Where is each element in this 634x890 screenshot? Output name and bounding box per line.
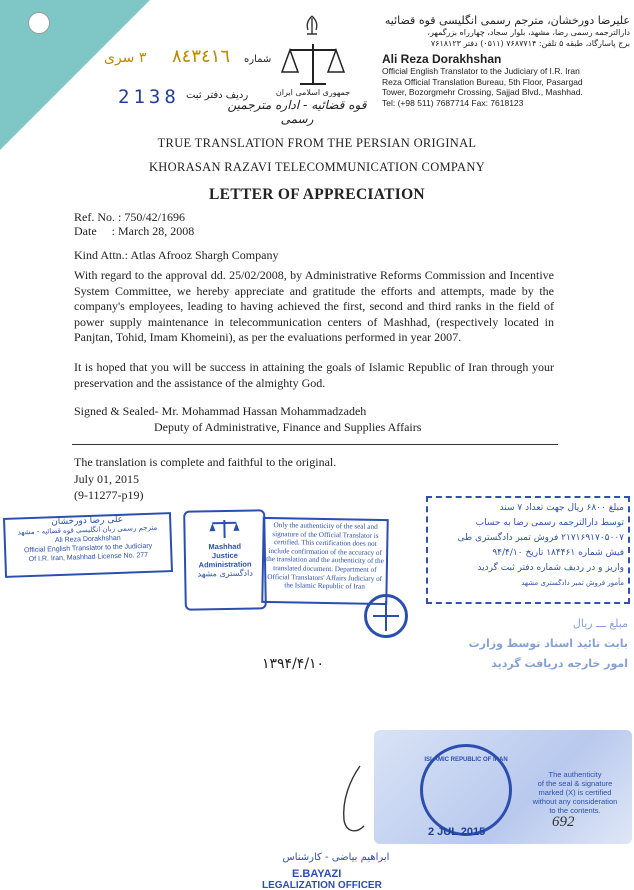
receipt-line5: واریز و در ردیف شماره دفتر ثبت گردید <box>477 563 624 573</box>
corner-tab <box>0 0 150 150</box>
mfa-date: 2 JUL 2015 <box>428 826 486 838</box>
translator-address-fa: برج پاسارگاد، طبقه ۵ تلفن: ۷۶۸۷۷۱۴ (۰۵۱۱) دفتر ۷۶۱۸۱۲۳ <box>430 39 630 48</box>
ref-number: Ref. No. : 750/42/1696 <box>74 210 185 224</box>
paragraph-appreciation: With regard to the approval dd. 25/02/2008, by Administrative Reforms Commission and Incentive System Committee, we hereby appreciate and gratitude the efforts and attempts, made by the company's employees, leading to having achieved the first, second and third ranks in the field of power supply maintenance in telecommunication centers of Mashhad, (respectively located in Panjtan, Tohid, Imam Khomeini), as per the evaluations performed in year 2007. <box>74 268 554 344</box>
translator-stamp <box>3 512 173 578</box>
mfa-line4: without any consideration <box>532 797 618 806</box>
receipt-line3: ۲۱۷۱۶۹۱۷۰۵۰۰۷ فروش تمبر دادگستری طی <box>457 533 624 543</box>
certification-stamp <box>261 517 388 605</box>
translation-date: July 01, 2015 <box>74 472 140 486</box>
deputy-line: Deputy of Administrative, Finance and Supplies Affairs <box>154 420 422 434</box>
officer-title: LEGALIZATION OFFICER <box>262 881 382 890</box>
round-seal <box>364 594 408 638</box>
mfa-line2: of the seal & signature <box>537 779 613 788</box>
fee-stamp <box>448 614 628 690</box>
mfa-line3: marked (X) is certified <box>538 788 612 797</box>
officer-name: E.BAYAZI <box>292 868 342 880</box>
register-number: 2138 <box>118 86 180 108</box>
translation-heading: TRUE TRANSLATION FROM THE PERSIAN ORIGINAL <box>157 136 477 150</box>
receipt-line6: مأمور فروش تمبر دادگستری مشهد <box>521 579 624 587</box>
hole-punch <box>28 12 50 34</box>
stamp-translator-en3: Of I.R. Iran, Mashhad License No. 277 <box>28 551 149 564</box>
mfa-round-seal <box>420 744 512 836</box>
receipt-line4: فیش شماره ۱۸۴۴۶۱ تاریخ ۹۴/۴/۱۰ <box>492 548 624 558</box>
letter-title: LETTER OF APPRECIATION <box>209 186 425 203</box>
justice-stamp <box>183 509 267 610</box>
number-handwritten: ۸٤٣٤١٦ <box>172 46 231 67</box>
letter-date: Date : March 28, 2008 <box>74 224 195 238</box>
justice-name: Justice Administration <box>198 550 252 570</box>
divider-line <box>72 444 558 445</box>
translation-code: (9-11277-p19) <box>74 488 144 502</box>
emblem-caption-fa: جمهوری اسلامی ایران <box>275 88 351 97</box>
justice-scales-icon <box>185 517 263 542</box>
receipt-line1: مبلغ ۶۸۰۰ ریال جهت تعداد ۷ سند <box>499 503 624 513</box>
iran-emblem-icon <box>300 14 324 38</box>
stamp-translator-en2: Official English Translator to the Judiciary <box>23 542 153 555</box>
translator-name-fa: علیرضا دورخشان، مترجم رسمی انگلیسی قوه قضائیه <box>384 14 630 27</box>
judiciary-title-fa: قوه قضائیه - اداره مترجمین رسمی <box>227 98 367 126</box>
translator-name-en: Ali Reza Dorakhshan <box>382 52 502 66</box>
justice-city: Mashhad <box>208 541 242 552</box>
mfa-number: 692 <box>552 814 575 830</box>
scales-of-justice-icon <box>280 40 346 88</box>
stamp-translator-fa1: علی رضا دورخشان <box>51 514 124 528</box>
completion-statement: The translation is complete and faithful to the original. <box>74 455 337 469</box>
receipt-stamp <box>426 496 630 604</box>
justice-name-fa: دادگستری مشهد <box>197 568 253 579</box>
mfa-ring-text: ISLAMIC REPUBLIC OF IRAN <box>424 757 508 763</box>
officer-name-fa: ابراهیم بیاضی - کارشناس <box>282 852 390 863</box>
attention-line: Kind Attn.: Atlas Afrooz Shargh Company <box>74 248 279 262</box>
translator-details-en: Official English Translator to the Judiciary of I.R. Iran Reza Official Translation Bureau, 5th Floor, Pasargad Tower, Bozorgmehr Crossing, Sajjad Blvd., Mashhad. Tel: (+98 511) 7687714 Fax: 7618123 <box>382 66 583 108</box>
serial-handwritten: ۳ سری <box>104 50 147 66</box>
handwritten-number: ۱۳۹۴/۴/۱۰ <box>262 656 325 672</box>
fee-line3: امور خارجه دریافت گردید <box>491 657 628 670</box>
fee-line1: مبلغ ـــ ریال <box>572 617 628 630</box>
paragraph-hope: It is hoped that you will be success in attaining the goals of Islamic Republic of Iran through your preservation and the assistance of the almighty God. <box>74 360 554 390</box>
mfa-line5: to the contents. <box>549 806 601 815</box>
mfa-certify-text <box>520 770 630 815</box>
mfa-line1: The authenticity <box>548 770 602 779</box>
signed-line: Signed & Sealed- Mr. Mohammad Hassan Mohammadzadeh <box>74 404 367 418</box>
company-name: KHORASAN RAZAVI TELECOMMUNICATION COMPANY <box>148 160 486 174</box>
stamp-translator-en1: Ali Reza Dorakhshan <box>54 534 121 545</box>
certification-text: Only the authenticity of the seal and signature of the Official Translator is certified. This certification does not include confirmation of the accuracy of the translation and the authenticity of the translated document. Department of Official Translators' Affairs Judiciary of the Islamic Republic of Iran <box>266 521 384 591</box>
signature-mark <box>320 760 380 840</box>
register-label-fa: ردیف دفتر ثبت <box>186 90 249 101</box>
stamp-translator-fa2: مترجم رسمی زبان انگلیسی قوه قضائیه - مشهد <box>17 523 158 537</box>
receipt-line2: توسط دارالترجمه رسمی رضا به حساب <box>475 518 624 528</box>
number-label-fa: شماره <box>244 54 272 65</box>
fee-line2: بابت تائید اسناد توسط وزارت <box>468 637 628 650</box>
translator-office-fa: دارالترجمه رسمی رضا، مشهد، بلوار سجاد، چهارراه بزرگمهر، <box>427 28 630 37</box>
